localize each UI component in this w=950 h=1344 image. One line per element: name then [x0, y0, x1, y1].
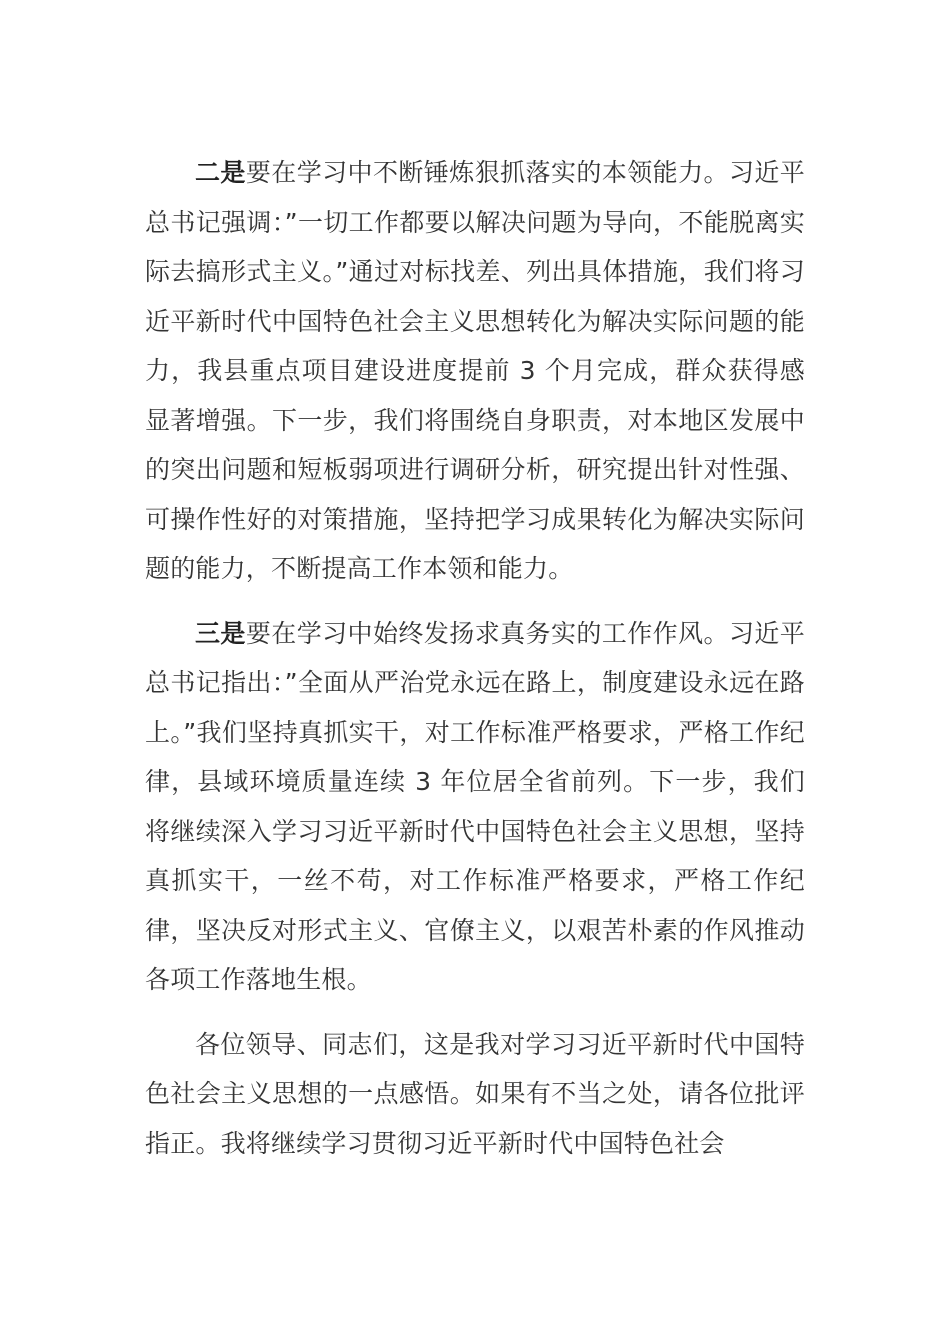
paragraph-lead: 二是	[195, 158, 246, 187]
paragraph-text: 要在学习中不断锤炼狠抓落实的本领能力。习近平总书记强调：”一切工作都要以解决问题为导向，不能脱离实际去搞形式主义。”通过对标找差、列出具体措施，我们将习近平新时代中国特色社会主义思想转化为解决实际问题的能力，我县重点项目建设进度提前 3 个月完成，群众获得感显著增强。下一步，我们将围绕自身职责，对本地区发展中的突出问题和短板弱项进行调研分析，研究提出针对性强、可操作性好的对策措施，坚持把学习成果转化为解决实际问题的能力，不断提高工作本领和能力。	[145, 158, 805, 583]
paragraph-closing	[145, 1020, 805, 1169]
paragraph-second-point	[145, 148, 805, 594]
paragraph-third-point	[145, 609, 805, 1005]
paragraph-lead: 三是	[195, 618, 246, 648]
paragraph-text: 要在学习中始终发扬求真务实的工作作风。习近平总书记指出：”全面从严治党永远在路上，制度建设永远在路上。”我们坚持真抓实干，对工作标准严格要求，严格工作纪律，县域环境质量连续 3 年位居全省前列。下一步，我们将继续深入学习习近平新时代中国特色社会主义思想，坚持真抓实干，一丝不苟，对工作标准严格要求，严格工作纪律，坚决反对形式主义、官僚主义，以艰苦朴素的作风推动各项工作落地生根。	[145, 618, 805, 994]
paragraph-text: 各位领导、同志们，这是我对学习习近平新时代中国特色社会主义思想的一点感悟。如果有不当之处，请各位批评指正。我将继续学习贯彻习近平新时代中国特色社会	[145, 1029, 805, 1158]
document-body	[145, 148, 805, 1168]
